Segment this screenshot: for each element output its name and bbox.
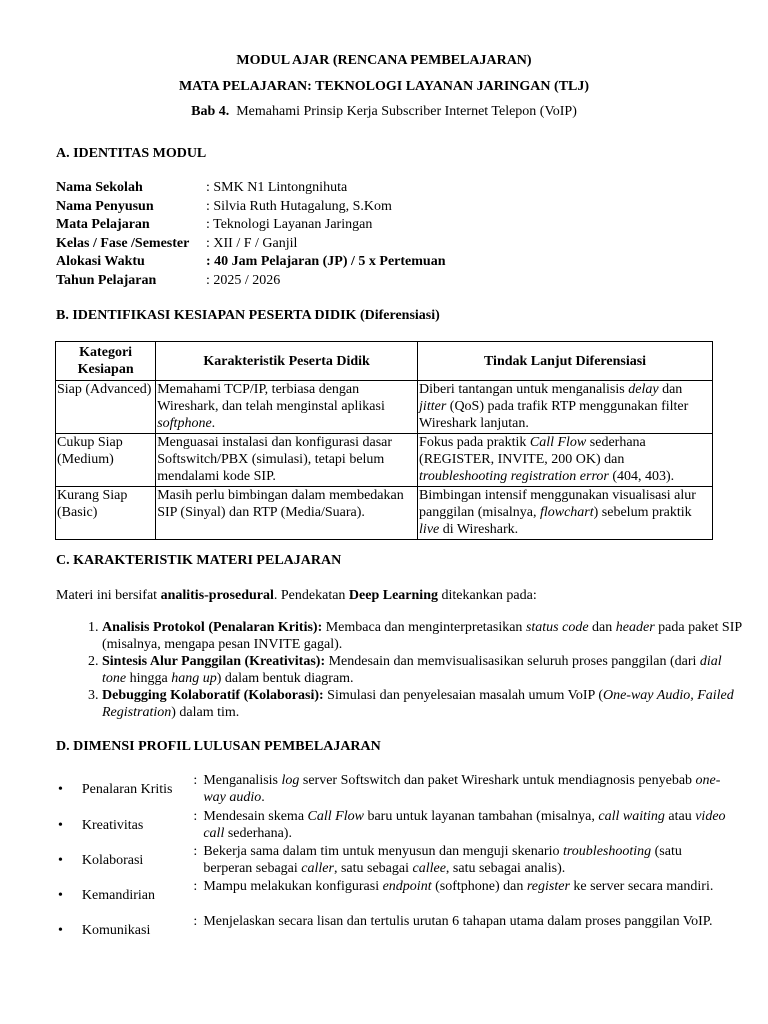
module-title: MODUL AJAR (RENCANA PEMBELAJARAN): [236, 53, 532, 68]
list-item: 1. Analisis Protokol (Penalaran Kritis): Membaca dan menginterpretasikan status code dan header pada paket SIP (misalnya, mengapa pesan INVITE gagal).: [102, 619, 742, 653]
characteristics-cell: Masih perlu bimbingan dalam membedakan SIP (Sinyal) dan RTP (Media/Suara).: [156, 487, 418, 540]
identity-value: : Silvia Ruth Hutagalung, S.Kom: [206, 198, 392, 214]
table-header-row: [56, 342, 713, 381]
identity-value: : XII / F / Ganjil: [206, 235, 298, 251]
header-characteristics: Karakteristik Peserta Didik: [156, 342, 418, 381]
chapter-label: Bab 4.: [191, 104, 230, 119]
identity-list: [56, 179, 446, 291]
identity-label: Kelas / Fase /Semester: [56, 235, 190, 251]
profile-description: Menjelaskan secara lisan dan tertulis urutan 6 tahapan utama dalam proses panggilan VoIP.: [203, 914, 713, 929]
bullet: •: [58, 782, 63, 797]
colon: :: [193, 773, 198, 788]
bullet: •: [58, 888, 63, 903]
list-item: 3. Debugging Kolaboratif (Kolaborasi): Simulasi dan penyelesaian masalah umum VoIP (One-way Audio, Failed Registration) dalam tim.: [102, 687, 742, 721]
profile-description: Bekerja sama dalam tim untuk menyusun dan menguji skenario troubleshooting (satu berperan sebagai caller, satu sebagai callee, satu sebagai analis).: [203, 844, 682, 876]
profile-name: Penalaran Kritis: [81, 782, 173, 797]
identity-row: [56, 179, 446, 198]
bullet: •: [58, 923, 63, 938]
identity-row: [56, 272, 446, 291]
bullet: •: [58, 818, 63, 833]
section-c-heading: C. KARAKTERISTIK MATERI PELAJARAN: [56, 553, 342, 568]
section-c-intro: Materi ini bersifat analitis-prosedural. Pendekatan Deep Learning ditekankan pada:: [56, 588, 537, 603]
colon: :: [193, 914, 198, 929]
colon: :: [193, 844, 198, 859]
identity-value: : 40 Jam Pelajaran (JP) / 5 x Pertemuan: [206, 254, 446, 270]
identity-value: : SMK N1 Lintongnihuta: [206, 180, 348, 195]
subject-title: MATA PELAJARAN: TEKNOLOGI LAYANAN JARINGAN (TLJ): [178, 79, 590, 94]
profile-name: Kemandirian: [81, 888, 155, 903]
category-cell: Cukup Siap (Medium): [56, 434, 156, 487]
profile-name: Kolaborasi: [81, 853, 144, 868]
identity-value: : Teknologi Layanan Jaringan: [206, 217, 373, 233]
identity-row: [56, 253, 446, 272]
list-item: 2. Sintesis Alur Panggilan (Kreativitas): Mendesain dan memvisualisasikan seluruh proses panggilan (dari dial tone hingga hang up) dalam bentuk diagram.: [102, 653, 742, 687]
characteristics-cell: Memahami TCP/IP, terbiasa dengan Wireshark, dan telah menginstal aplikasi softphone.: [156, 381, 418, 434]
approach-list: [56, 619, 742, 721]
profile-description: Mendesain skema Call Flow baru untuk layanan tambahan (misalnya, call waiting atau video call sederhana).: [203, 809, 726, 841]
follow-up-cell: Diberi tantangan untuk menganalisis delay dan jitter (QoS) pada trafik RTP menggunakan filter Wireshark lanjutan.: [418, 381, 713, 434]
chapter-line: [0, 103, 768, 120]
identity-label: Mata Pelajaran: [56, 217, 150, 233]
profile-row: [56, 913, 726, 939]
identity-label: Nama Penyusun: [56, 198, 154, 214]
colon: :: [193, 809, 198, 824]
profile-description: Mampu melakukan konfigurasi endpoint (softphone) dan register ke server secara mandiri.: [203, 879, 714, 894]
category-cell: Siap (Advanced): [56, 381, 156, 434]
colon: :: [193, 879, 198, 894]
profile-row: [56, 843, 726, 877]
identity-label: Nama Sekolah: [56, 180, 143, 195]
identity-row: [56, 235, 446, 254]
differentiation-table: [55, 341, 713, 540]
profile-row: [56, 808, 726, 842]
follow-up-cell: Fokus pada praktik Call Flow sederhana (REGISTER, INVITE, 200 OK) dan troubleshooting registration error (404, 403).: [418, 434, 713, 487]
table-row: [56, 434, 713, 487]
section-b-heading: B. IDENTIFIKASI KESIAPAN PESERTA DIDIK (Diferensiasi): [56, 308, 440, 323]
section-a-heading: A. IDENTITAS MODUL: [56, 146, 207, 161]
identity-label: Alokasi Waktu: [56, 254, 145, 270]
identity-value: : 2025 / 2026: [206, 272, 281, 288]
identity-label: Tahun Pelajaran: [56, 272, 157, 288]
category-cell: Kurang Siap (Basic): [56, 487, 156, 540]
header-follow-up: Tindak Lanjut Diferensiasi: [418, 342, 713, 381]
profile-description: Menganalisis log server Softswitch dan paket Wireshark untuk mendiagnosis penyebab one-way audio.: [203, 773, 721, 805]
bullet: •: [58, 853, 63, 868]
identity-row: [56, 216, 446, 235]
table-row: [56, 487, 713, 540]
profile-name: Komunikasi: [81, 923, 151, 938]
chapter-text: Memahami Prinsip Kerja Subscriber Internet Telepon (VoIP): [236, 104, 577, 119]
profile-row: [56, 772, 726, 806]
table-row: [56, 381, 713, 434]
characteristics-cell: Menguasai instalasi dan konfigurasi dasar Softswitch/PBX (simulasi), tetapi belum mendalami kode SIP.: [156, 434, 418, 487]
profile-name: Kreativitas: [81, 818, 144, 833]
identity-row: [56, 198, 446, 217]
header-category: Kategori Kesiapan: [56, 342, 156, 381]
section-d-heading: D. DIMENSI PROFIL LULUSAN PEMBELAJARAN: [56, 739, 381, 754]
profile-row: [56, 878, 726, 904]
follow-up-cell: Bimbingan intensif menggunakan visualisasi alur panggilan (misalnya, flowchart) sebelum praktik live di Wireshark.: [418, 487, 713, 540]
